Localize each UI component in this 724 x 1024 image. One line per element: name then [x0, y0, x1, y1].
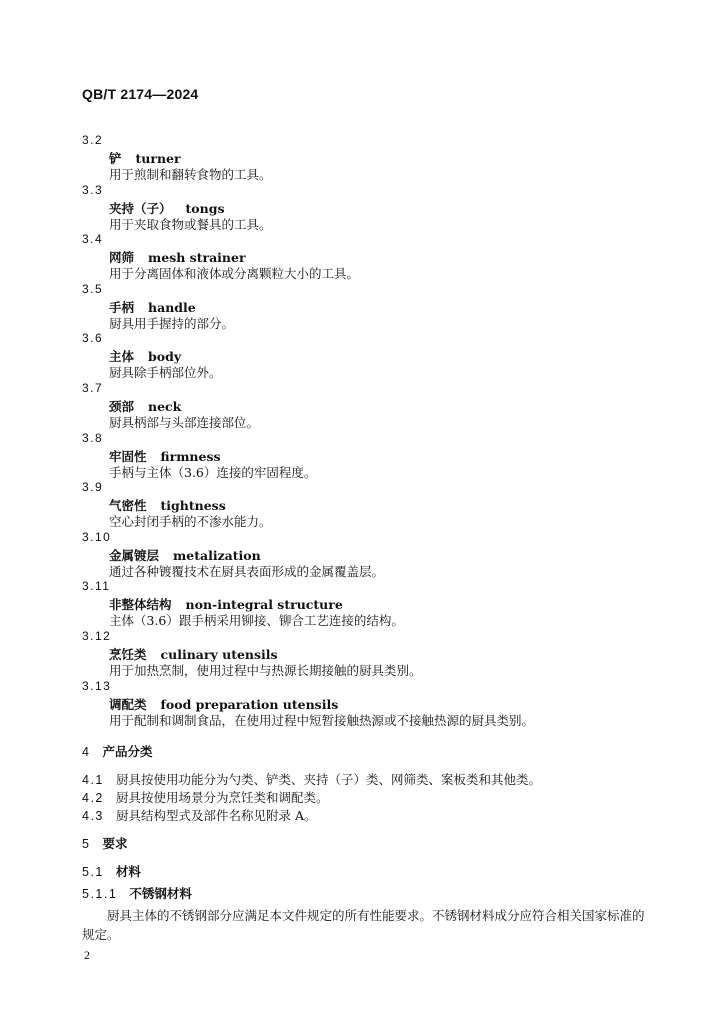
section-title: 要求 — [102, 836, 128, 851]
term-name-en: turner — [135, 151, 181, 166]
subsubsection-number: 5.1.1 — [82, 887, 118, 901]
term-definition: 手柄与主体（3.6）连接的牢固程度。 — [109, 464, 317, 480]
term-number: 3.3 — [82, 182, 104, 197]
term-number: 3.10 — [82, 529, 112, 544]
term-name-zh: 网筛 — [109, 250, 135, 266]
term-name-en: metalization — [173, 547, 261, 563]
term-entry — [82, 431, 662, 481]
section-title: 产品分类 — [102, 744, 153, 759]
term-number: 3.2 — [82, 133, 104, 147]
term-entry — [82, 679, 662, 729]
term-number: 3.12 — [82, 628, 112, 643]
term-number: 3.7 — [82, 380, 104, 395]
standard-code: QB/T 2174—2024 — [82, 86, 199, 102]
term-entry — [82, 232, 662, 282]
clause — [82, 770, 541, 788]
term-name-en: culinary utensils — [160, 646, 278, 662]
term-definition: 用于配制和调制食品，在使用过程中短暂接触热源或不接触热源的厨具类别。 — [109, 712, 535, 728]
subsubsection-title: 不锈钢材料 — [129, 886, 192, 901]
term-entry — [82, 183, 662, 233]
term-name-zh: 非整体结构 — [109, 597, 172, 613]
term-name-zh: 铲 — [109, 151, 122, 166]
section-number: 5 — [82, 837, 91, 851]
term-definition: 用于加热烹制，使用过程中与热源长期接触的厨具类别。 — [109, 662, 422, 678]
term-entry — [82, 579, 662, 629]
term-name-zh: 手柄 — [109, 299, 135, 315]
term-number: 3.8 — [82, 430, 104, 445]
term-name-en: body — [148, 349, 182, 365]
term-number: 3.6 — [82, 331, 104, 346]
clause — [82, 806, 317, 824]
section-heading — [82, 834, 127, 852]
term-definition: 厨具用手握持的部分。 — [109, 315, 235, 331]
subsection-title: 材料 — [115, 864, 141, 879]
term-name-zh: 调配类 — [109, 696, 147, 712]
term-name-en: mesh strainer — [148, 250, 246, 266]
term-definition: 用于夹取食物或餐具的工具。 — [109, 216, 272, 232]
term-entry — [82, 480, 662, 530]
term-entry — [82, 282, 662, 332]
term-entry — [82, 331, 662, 381]
term-entry — [82, 629, 662, 679]
term-name-zh: 颈部 — [109, 398, 135, 414]
term-name-en: firmness — [160, 448, 221, 464]
subsubsection-heading — [82, 884, 192, 902]
term-entry — [82, 381, 662, 431]
term-name-en: non-integral structure — [185, 597, 343, 613]
term-number: 3.9 — [82, 480, 104, 495]
term-definition: 空心封闭手柄的不渗水能力。 — [109, 514, 272, 530]
page-number: 2 — [84, 948, 90, 962]
terms-list — [82, 133, 662, 728]
subsection-heading — [82, 862, 141, 880]
term-name-en: tongs — [185, 200, 225, 216]
clause-text: 厨具按使用功能分为勺类、铲类、夹持（子）类、网筛类、案板类和其他类。 — [116, 772, 542, 787]
term-name-zh: 金属镀层 — [109, 547, 160, 563]
term-definition: 用于煎制和翻转食物的工具。 — [109, 167, 272, 182]
term-name-en: food preparation utensils — [160, 696, 339, 712]
term-definition: 主体（3.6）跟手柄采用铆接、铆合工艺连接的结构。 — [109, 613, 404, 629]
term-name-zh: 气密性 — [109, 498, 147, 514]
term-definition: 通过各种镀覆技术在厨具表面形成的金属覆盖层。 — [109, 563, 385, 579]
clause-text: 厨具结构型式及部件名称见附录 A。 — [116, 808, 317, 823]
term-entry — [82, 133, 662, 183]
clause-number: 4.2 — [82, 791, 104, 805]
body-paragraph: 厨具主体的不锈钢部分应满足本文件规定的所有性能要求。不锈钢材料成分应符合相关国家标准的规定。 — [82, 908, 645, 942]
section-heading — [82, 742, 152, 760]
term-definition: 厨具柄部与头部连接部位。 — [109, 414, 260, 430]
term-name-en: handle — [148, 299, 196, 315]
term-name-zh: 烹饪类 — [109, 646, 147, 662]
term-name-zh: 牢固性 — [109, 448, 147, 464]
section-number: 4 — [82, 745, 91, 759]
clause-number: 4.1 — [82, 773, 104, 787]
term-definition: 用于分离固体和液体或分离颗粒大小的工具。 — [109, 266, 360, 282]
term-name-en: tightness — [160, 498, 226, 514]
term-name-zh: 主体 — [109, 349, 135, 365]
term-number: 3.5 — [82, 281, 104, 296]
term-number: 3.4 — [82, 232, 104, 247]
clause-number: 4.3 — [82, 809, 104, 823]
clause-text: 厨具按使用场景分为烹饪类和调配类。 — [116, 790, 329, 805]
term-number: 3.11 — [82, 579, 111, 594]
clause — [82, 788, 329, 806]
term-number: 3.13 — [82, 678, 112, 693]
subsection-number: 5.1 — [82, 865, 104, 879]
term-entry — [82, 530, 662, 580]
term-name-zh: 夹持（子） — [109, 200, 172, 216]
term-definition: 厨具除手柄部位外。 — [109, 365, 222, 381]
term-name-en: neck — [148, 398, 182, 414]
